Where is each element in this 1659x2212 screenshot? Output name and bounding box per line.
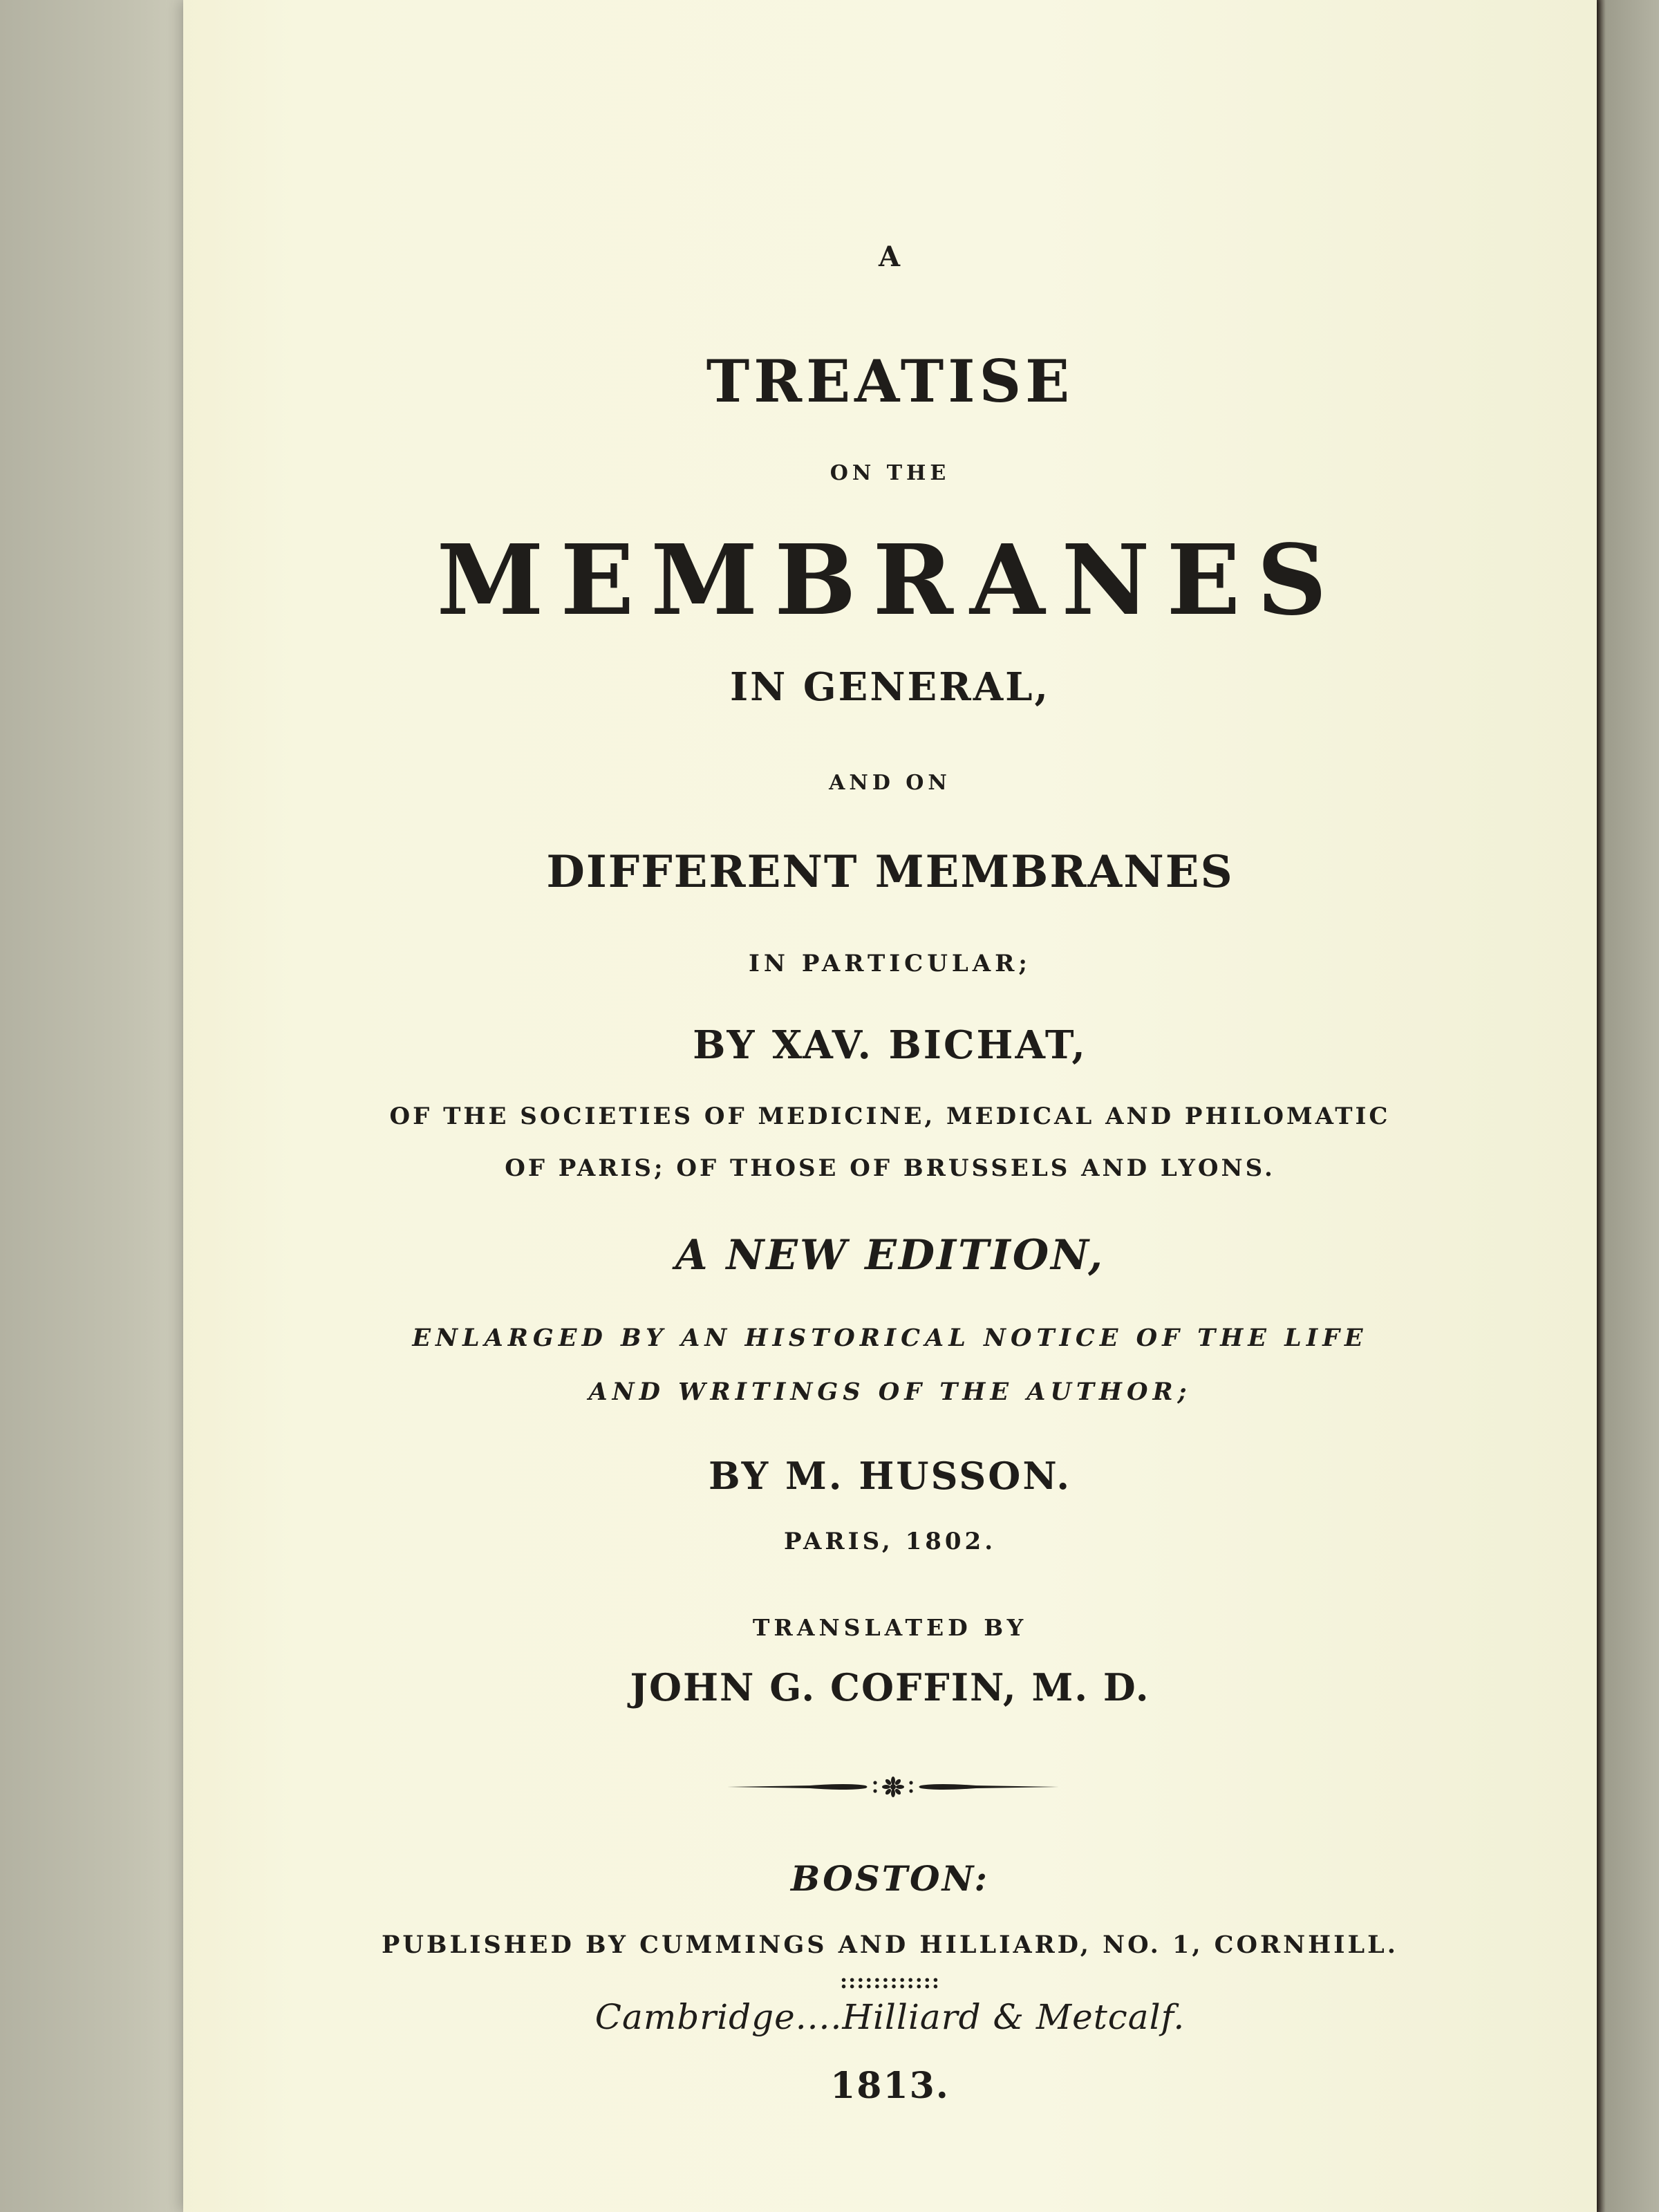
title-different-membranes: DIFFERENT MEMBRANES <box>546 846 1234 898</box>
imprint-city: BOSTON: <box>791 1858 989 1899</box>
author-societies-line-1: OF THE SOCIETIES OF MEDICINE, MEDICAL AND PHILOMATIC <box>389 1103 1391 1130</box>
publication-year: 1813. <box>830 2065 950 2107</box>
dotted-separator: :::::::::::: <box>840 1969 940 1994</box>
original-imprint-line: PARIS, 1802. <box>783 1528 997 1555</box>
background-left <box>0 0 207 2212</box>
translator-line: JOHN G. COFFIN, M. D. <box>630 1665 1150 1709</box>
title-on-the: ON THE <box>830 461 950 485</box>
title-in-particular: IN PARTICULAR; <box>749 950 1031 977</box>
edition-line: A NEW EDITION, <box>675 1231 1105 1280</box>
title-page <box>183 0 1597 2212</box>
cambridge-imprint-line: Cambridge....Hilliard & Metcalf. <box>594 1997 1185 2037</box>
title-treatise: TREATISE <box>706 347 1074 415</box>
title-in-general: IN GENERAL, <box>729 664 1051 710</box>
enlarged-line-1: ENLARGED BY AN HISTORICAL NOTICE OF THE LIFE <box>412 1324 1368 1352</box>
title-membranes: MEMBRANES <box>436 524 1344 637</box>
author-societies-line-2: OF PARIS; OF THOSE OF BRUSSELS AND LYONS. <box>505 1154 1275 1182</box>
publisher-line: PUBLISHED BY CUMMINGS AND HILLIARD, NO. 1, CORNHILL. <box>382 1931 1398 1959</box>
enlarged-line-2: AND WRITINGS OF THE AUTHOR; <box>588 1378 1192 1406</box>
ornament-rule <box>727 1773 1059 1801</box>
title-and-on: AND ON <box>829 771 951 795</box>
author-line: BY XAV. BICHAT, <box>693 1022 1087 1068</box>
editor-line: BY M. HUSSON. <box>708 1454 1072 1498</box>
title-article: A <box>878 241 902 273</box>
translated-by-line: TRANSLATED BY <box>752 1614 1028 1641</box>
